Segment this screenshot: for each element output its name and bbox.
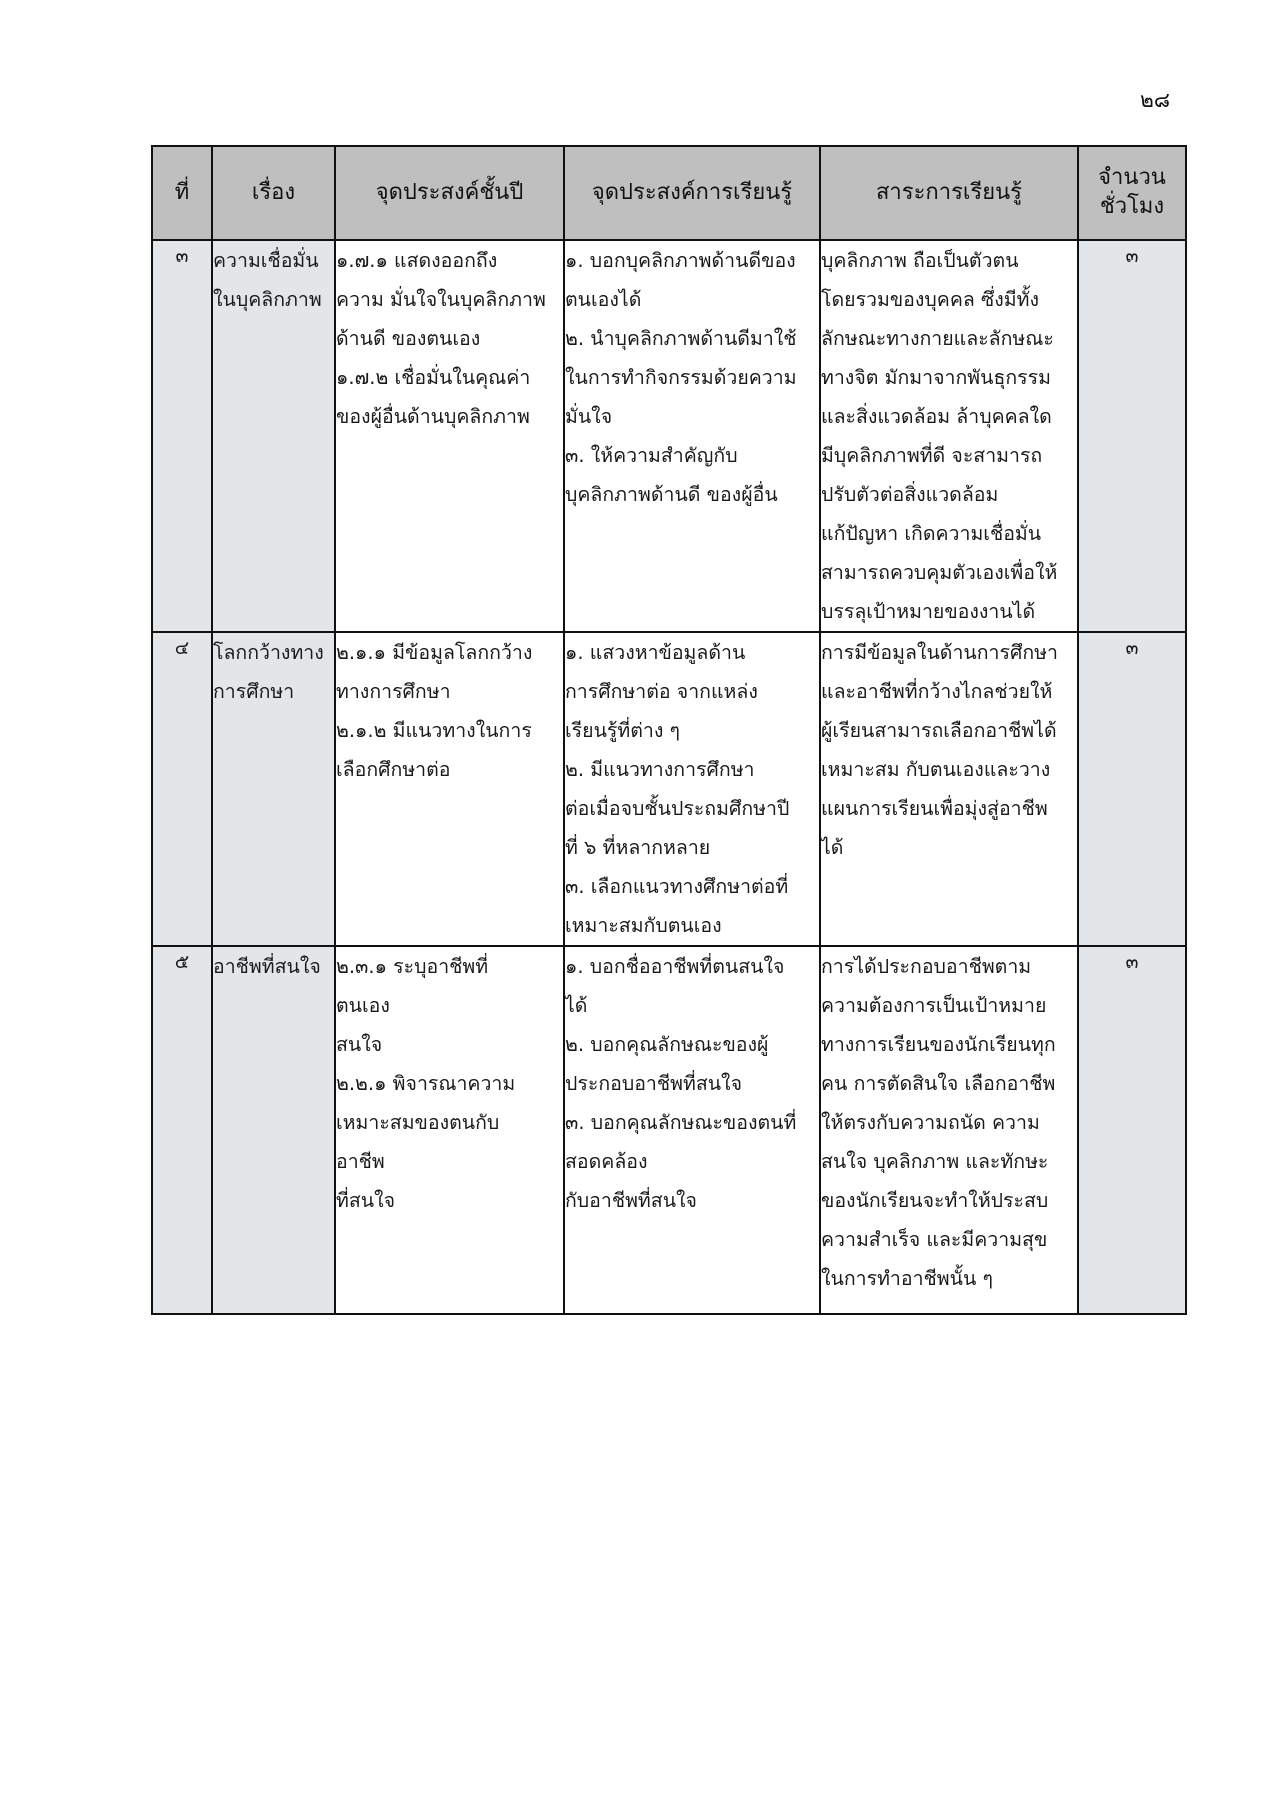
text-line: ความต้องการเป็นเป้าหมาย [821,994,1047,1017]
header-learning-objectives: จุดประสงค์การเรียนรู้ [564,146,820,240]
text-line: ความ มั่นใจในบุคลิกภาพ [336,288,546,311]
text-line: ในการทำกิจกรรมด้วยความ [565,366,797,389]
text-line: บุคลิกภาพ ถือเป็นตัวตน [821,249,1019,272]
text-line: อาชีพ [336,1150,385,1173]
text-line: ๒. มีแนวทางการศึกษา [565,758,755,781]
topic-line: โลกกว้างทาง [213,641,324,664]
header-hours [1078,146,1186,240]
topic-line: ความเชื่อมั่น [213,249,319,272]
table-row [152,240,1186,632]
text-line: และอาชีพที่กว้างไกลช่วยให้ [821,680,1053,703]
topic-line: อาชีพที่สนใจ [213,955,321,978]
text-line: ด้านดี ของตนเอง [336,327,481,350]
hours-cell: ๓ [1078,632,1186,946]
learning-objectives-cell [564,946,820,1314]
text-line: ปรับตัวต่อสิ่งแวดล้อม [821,483,999,506]
text-line: ๓. ให้ความสำคัญกับ [565,444,738,467]
text-line: ๑.๗.๒ เชื่อมั่นในคุณค่า [336,366,531,389]
header-hours-line1: จำนวน [1098,165,1166,191]
learning-objectives-cell [564,632,820,946]
content-cell [820,632,1078,946]
text-line: สนใจ [336,1033,383,1056]
content-cell [820,240,1078,632]
text-line: ๒. นำบุคลิกภาพด้านดีมาใช้ [565,327,797,350]
text-line: การได้ประกอบอาชีพตาม [821,955,1032,978]
text-line: การมีข้อมูลในด้านการศึกษา [821,641,1058,664]
text-line: สามารถควบคุมตัวเองเพื่อให้ [821,561,1058,584]
text-line: ตนเอง [336,994,390,1017]
topic-cell [212,240,335,632]
text-line: ได้ [821,836,844,859]
text-line: ๒.๑.๒ มีแนวทางในการ [336,719,532,742]
text-line: เหมาะสมของตนกับ [336,1111,500,1134]
text-line: ๒. บอกคุณลักษณะของผู้ [565,1033,769,1056]
text-line: ผู้เรียนสามารถเลือกอาชีพได้ [821,719,1057,742]
text-line: และสิ่งแวดล้อม ล้าบุคคลใด [821,405,1052,428]
header-content: สาระการเรียนรู้ [820,146,1078,240]
row-number: ๕ [152,946,212,1314]
text-line: ทางการศึกษา [336,680,451,703]
text-line: ทางการเรียนของนักเรียนทุก [821,1033,1056,1056]
text-line: เลือกศึกษาต่อ [336,758,451,781]
text-line: เหมาะสมกับตนเอง [565,914,722,937]
text-line: มีบุคลิกภาพที่ดี จะสามารถ [821,444,1043,467]
text-line: ความสำเร็จ และมีความสุข [821,1228,1048,1251]
text-line: ลักษณะทางกายและลักษณะ [821,327,1054,350]
header-grade-objectives: จุดประสงค์ชั้นปี [335,146,564,240]
text-line: ของผู้อื่นด้านบุคลิกภาพ [336,405,530,428]
course-table [151,145,1187,1315]
topic-cell [212,632,335,946]
row-number: ๓ [152,240,212,632]
text-line: ๓. เลือกแนวทางศึกษาต่อที่ [565,875,789,898]
text-line: ของนักเรียนจะทำให้ประสบ [821,1189,1049,1212]
text-line: มั่นใจ [565,405,613,428]
topic-line: การศึกษา [213,680,295,703]
text-line: ๑. บอกชื่ออาชีพที่ตนสนใจ [565,955,785,978]
table-row [152,946,1186,1314]
text-line: ๓. บอกคุณลักษณะของตนที่ [565,1111,797,1134]
text-line: ได้ [565,994,588,1017]
hours-cell: ๓ [1078,946,1186,1314]
text-line: แก้ปัญหา เกิดความเชื่อมั่น [821,522,1042,545]
text-line: ๑. แสวงหาข้อมูลด้าน [565,641,746,664]
header-hours-line2: ชั่วโมง [1099,194,1165,219]
grade-objectives-cell [335,240,564,632]
text-line: ในการทำอาชีพนั้น ๆ [821,1267,993,1290]
text-line: โดยรวมของบุคคล ซึ่งมีทั้ง [821,288,1040,311]
text-line: ๒.๑.๑ มีข้อมูลโลกกว้าง [336,641,533,664]
topic-line: ในบุคลิกภาพ [213,288,322,311]
text-line: เหมาะสม กับตนเองและวาง [821,758,1051,781]
topic-cell [212,946,335,1314]
text-line: ๒.๒.๑ พิจารณาความ [336,1072,516,1095]
text-line: บุคลิกภาพด้านดี ของผู้อื่น [565,483,778,506]
text-line: สนใจ บุคลิกภาพ และทักษะ [821,1150,1049,1173]
header-topic: เรื่อง [212,146,335,240]
text-line: สอดคล้อง [565,1150,648,1173]
text-line: ที่ ๖ ที่หลากหลาย [565,836,711,859]
text-line: ประกอบอาชีพที่สนใจ [565,1072,743,1095]
header-row [152,146,1186,240]
text-line: กับอาชีพที่สนใจ [565,1189,697,1212]
text-line: การศึกษาต่อ จากแหล่ง [565,680,758,703]
text-line: ๑. บอกบุคลิกภาพด้านดีของ [565,249,796,272]
hours-cell: ๓ [1078,240,1186,632]
text-line: เรียนรู้ที่ต่าง ๆ [565,719,681,742]
text-line: ที่สนใจ [336,1189,396,1212]
text-line: ทางจิต มักมาจากพันธุกรรม [821,366,1051,389]
text-line: บรรลุเป้าหมายของงานได้ [821,600,1036,623]
text-line: ๑.๗.๑ แสดงออกถึง [336,249,498,272]
text-line: ต่อเมื่อจบชั้นประถมศึกษาปี [565,797,790,820]
text-line: ให้ตรงกับความถนัด ความ [821,1111,1040,1134]
grade-objectives-cell [335,632,564,946]
page-number: ๒๘ [1140,88,1171,112]
row-number: ๔ [152,632,212,946]
learning-objectives-cell [564,240,820,632]
content-cell [820,946,1078,1314]
grade-objectives-cell [335,946,564,1314]
text-line: แผนการเรียนเพื่อมุ่งสู่อาชีพ [821,797,1048,820]
header-no: ที่ [152,146,212,240]
text-line: ๒.๓.๑ ระบุอาชีพที่ [336,955,489,978]
text-line: คน การตัดสินใจ เลือกอาชีพ [821,1072,1056,1095]
text-line: ตนเองได้ [565,288,642,311]
table-row [152,632,1186,946]
